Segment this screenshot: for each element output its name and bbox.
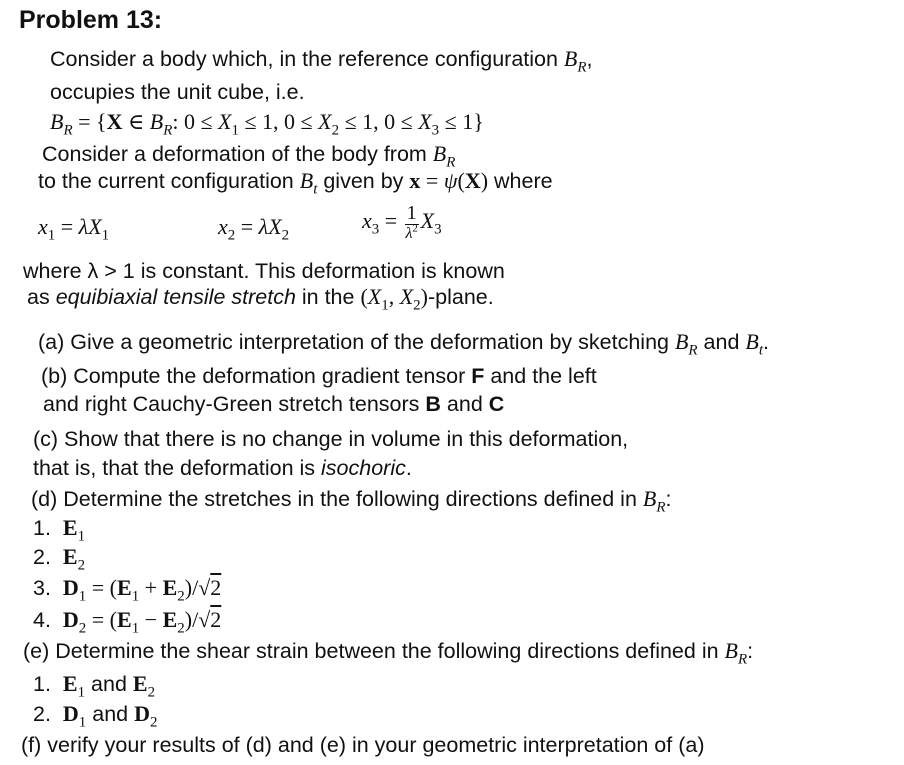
- part-a: (a) Give a geometric interpretation of the deformation by sketching $B_R$ and $B_t$.: [38, 329, 769, 359]
- intro-line-4: Consider a deformation of the body from $B_R$: [42, 141, 456, 171]
- part-e: (e) Determine the shear strain between the following directions defined in $B_R$:: [23, 638, 754, 668]
- part-d-item-2: 2. $E_2$: [33, 544, 86, 574]
- part-e-item-2: 2. $D_1$ and $D_2$: [33, 701, 158, 731]
- part-c-line-1: (c) Show that there is no change in volume in this deformation,: [33, 427, 629, 451]
- part-b-line-2: and right Cauchy-Green stretch tensors B and C: [43, 392, 505, 416]
- map-x1: $x_1 = \lambda X_1$: [38, 214, 110, 244]
- intro-line-8: as equibiaxial tensile stretch in the ($X_1$, $X_2$)-plane.: [27, 284, 494, 314]
- map-x3: $x_3$ = $\frac{1}{\lambda^2}$ $X_3$: [362, 202, 442, 243]
- part-f: (f) verify your results of (d) and (e) in your geometric interpretation of (a): [21, 733, 705, 757]
- part-d-item-1: 1. $E_1$: [33, 515, 86, 545]
- intro-line-2: occupies the unit cube, i.e.: [50, 80, 305, 104]
- intro-line-5: to the current configuration $B_t$ given by x = ψ(X) where: [38, 168, 553, 198]
- reference-set-equation: $B_R = \{X$ ∈ $B_R$: $0 \le X_1 \le 1$, $0 \le X_2 \le 1$, $0 \le X_3 \le 1$}: [50, 109, 484, 139]
- part-e-item-1: 1. $E_1$ and $E_2$: [33, 671, 156, 701]
- intro-line-1: Consider a body which, in the reference configuration $B_R$,: [50, 46, 593, 76]
- problem-title: Problem 13:: [19, 6, 163, 34]
- part-d: (d) Determine the stretches in the following directions defined in $B_R$:: [31, 486, 672, 516]
- part-b-line-1: (b) Compute the deformation gradient tensor F and the left: [41, 364, 597, 388]
- part-d-item-4: 4. $D_2 = (E_1 - E_2)/√2$: [33, 607, 222, 637]
- intro-line-7: where λ > 1 is constant. This deformation is known: [23, 259, 505, 283]
- map-x2: $x_2 = \lambda X_2$: [218, 214, 290, 244]
- part-d-item-3: 3. $D_1 = (E_1 + E_2)/√2$: [33, 575, 222, 605]
- part-c-line-2: that is, that the deformation is isochoric.: [33, 456, 412, 480]
